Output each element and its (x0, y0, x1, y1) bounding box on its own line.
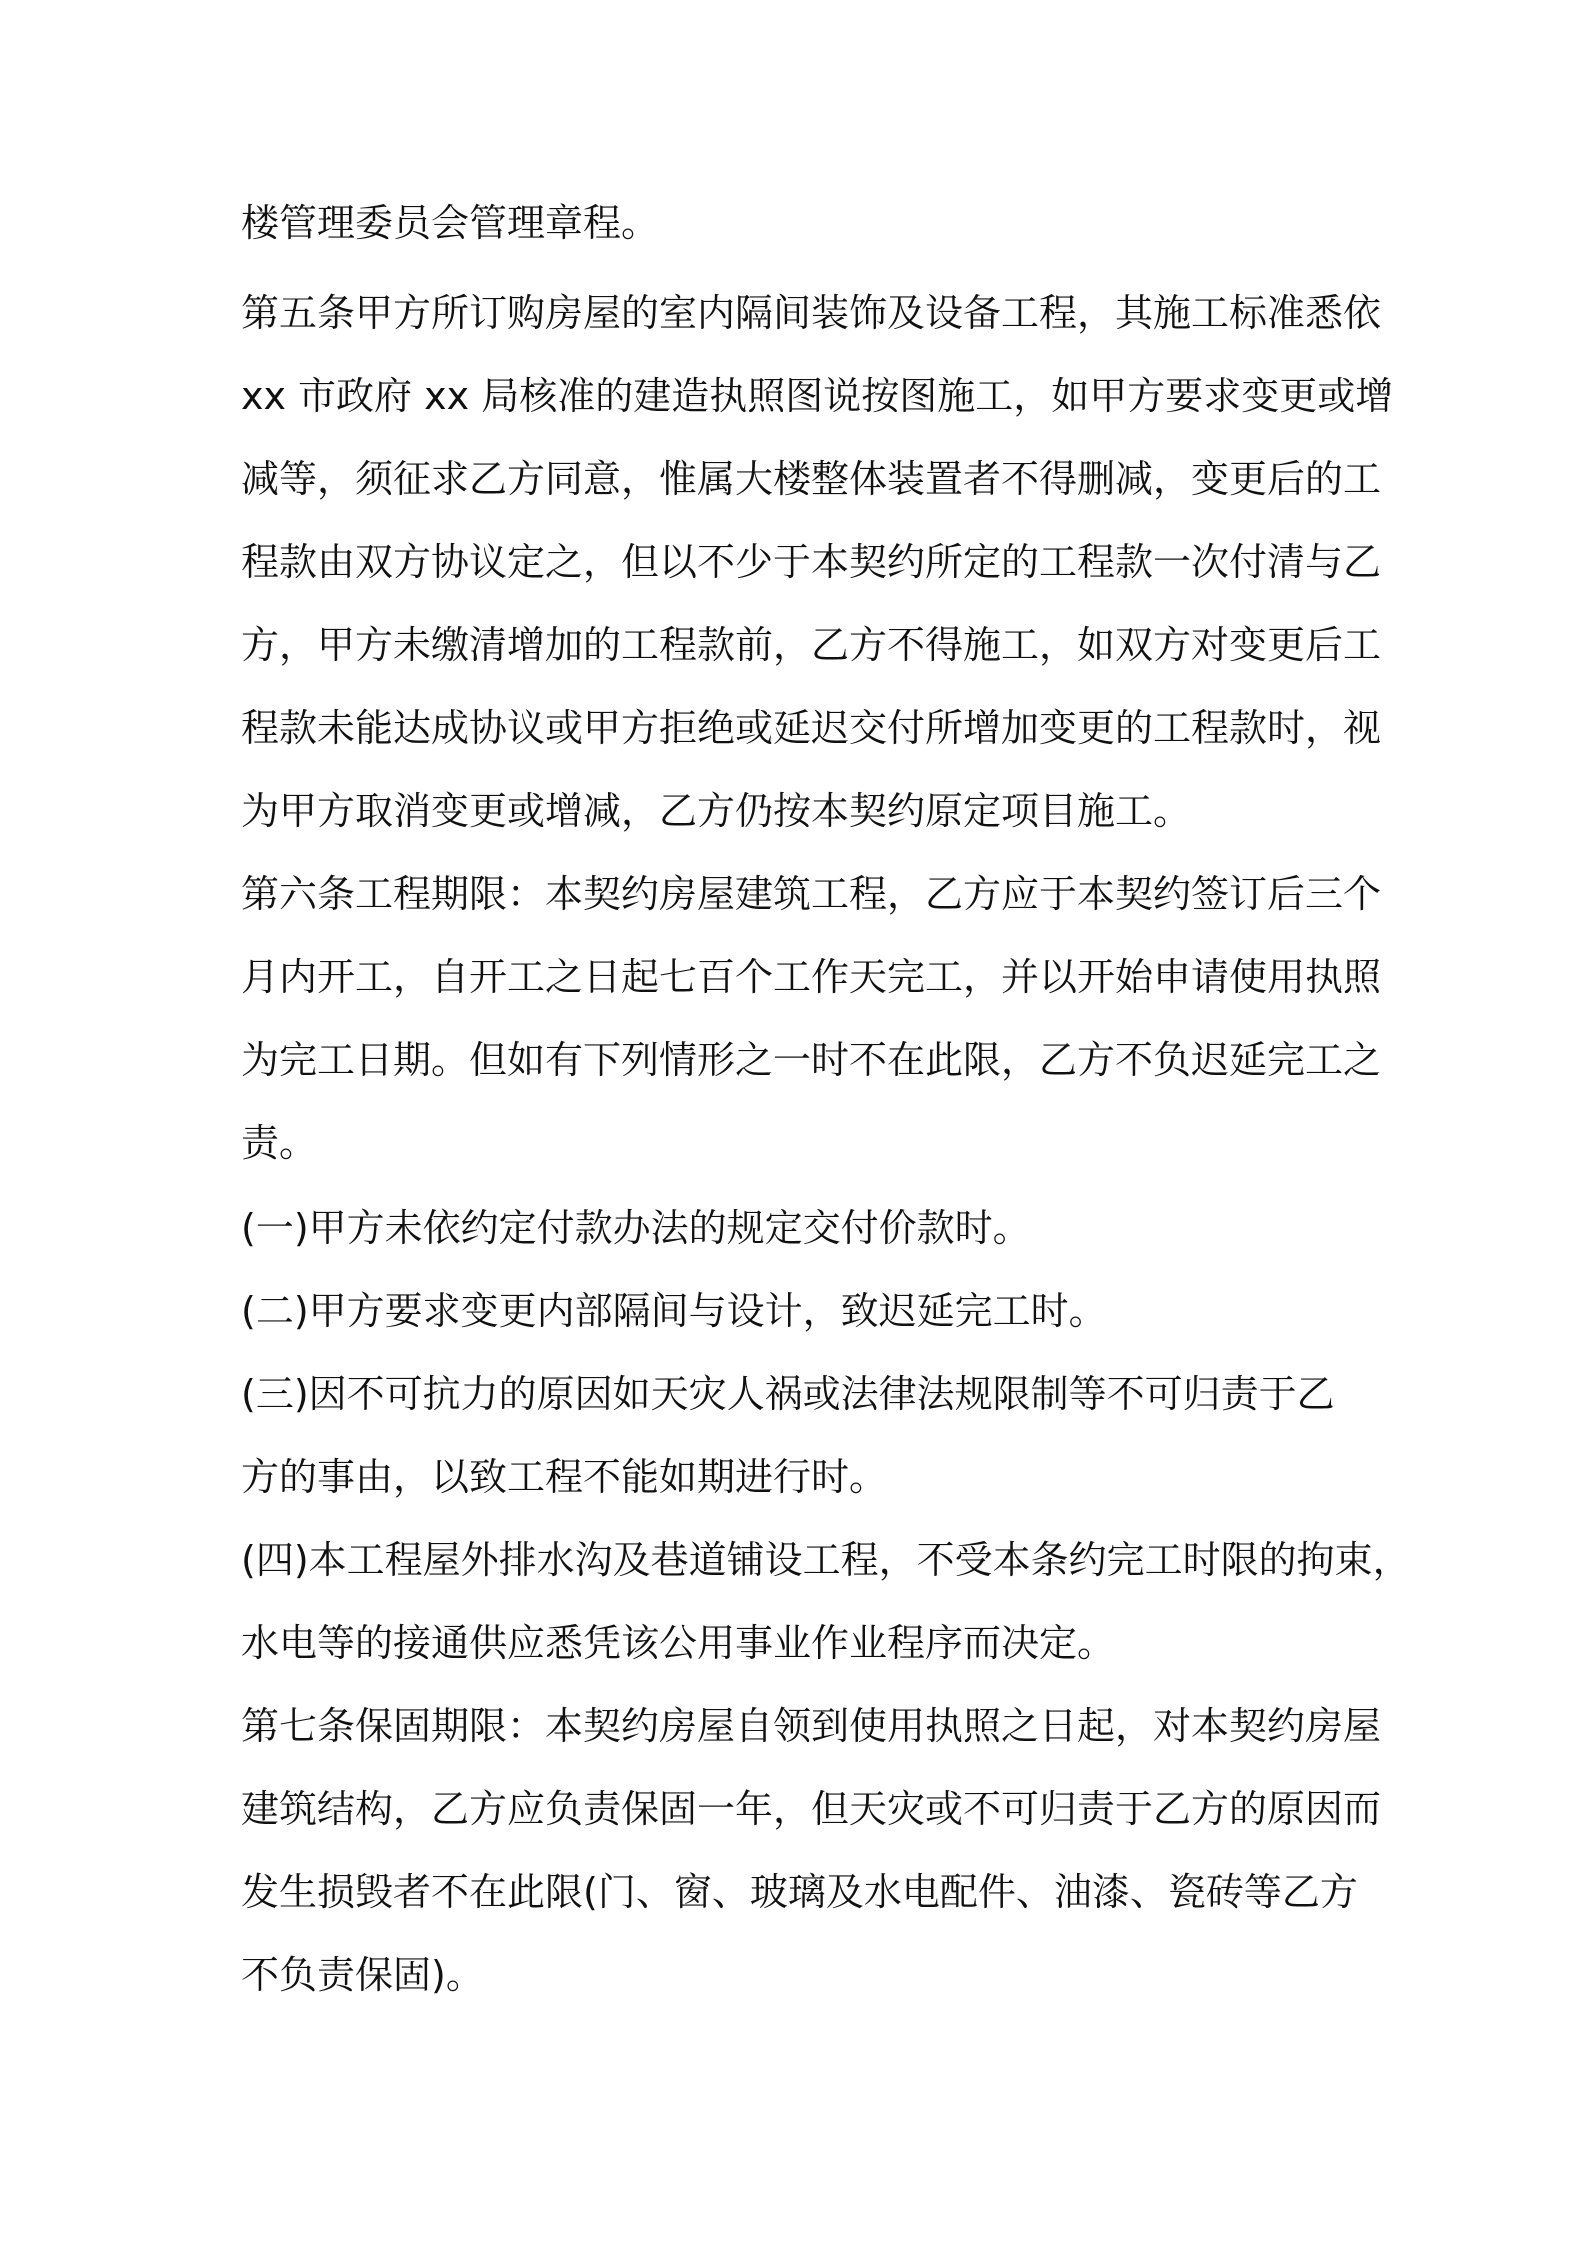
text-line: 不负责保固)。 (241, 1953, 484, 1997)
text-line: 程款未能达成协议或甲方拒绝或延迟交付所增加变更的工程款时，视 (241, 706, 1382, 750)
text-line: 程款由双方协议定之，但以不少于本契约所定的工程款一次付清与乙 (241, 540, 1382, 584)
text-line: 责。 (241, 1121, 318, 1165)
text-line: 建筑结构，乙方应负责保固一年，但天灾或不可归责于乙方的原因而 (241, 1787, 1382, 1831)
text-line: 为甲方取消变更或增减，乙方仍按本契约原定项目施工。 (241, 789, 1192, 833)
text-line: 减等，须征求乙方同意，惟属大楼整体装置者不得删减，变更后的工 (241, 457, 1382, 501)
text-line: 第七条保固期限：本契约房屋自领到使用执照之日起，对本契约房屋 (241, 1704, 1382, 1748)
text-line: 发生损毁者不在此限(门、窗、玻璃及水电配件、油漆、瓷砖等乙方 (241, 1870, 1358, 1914)
text-line: (三)因不可抗力的原因如天灾人祸或法律法规限制等不可归责于乙 (241, 1372, 1335, 1416)
text-line: 月内开工，自开工之日起七百个工作天完工，并以开始申请使用执照 (241, 955, 1382, 999)
text-line: xx 市政府 xx 局核准的建造执照图说按图施工，如甲方要求变更或增 (241, 374, 1394, 418)
text-line: 第六条工程期限：本契约房屋建筑工程，乙方应于本契约签订后三个 (241, 872, 1382, 916)
text-line: 方，甲方未缴清增加的工程款前，乙方不得施工，如双方对变更后工 (241, 623, 1382, 667)
text-line: 方的事由，以致工程不能如期进行时。 (241, 1455, 888, 1499)
text-line: (二)甲方要求变更内部隔间与设计，致迟延完工时。 (241, 1289, 1107, 1333)
text-line: (一)甲方未依约定付款办法的规定交付价款时。 (241, 1206, 1031, 1250)
text-line: (四)本工程屋外排水沟及巷道铺设工程，不受本条约完工时限的拘束， (241, 1538, 1411, 1582)
text-line: 为完工日期。但如有下列情形之一时不在此限，乙方不负迟延完工之 (241, 1038, 1382, 1082)
text-line: 楼管理委员会管理章程。 (241, 201, 660, 245)
text-line: 水电等的接通供应悉凭该公用事业作业程序而决定。 (241, 1621, 1116, 1665)
text-line: 第五条甲方所订购房屋的室内隔间装饰及设备工程，其施工标准悉依 (241, 291, 1382, 335)
